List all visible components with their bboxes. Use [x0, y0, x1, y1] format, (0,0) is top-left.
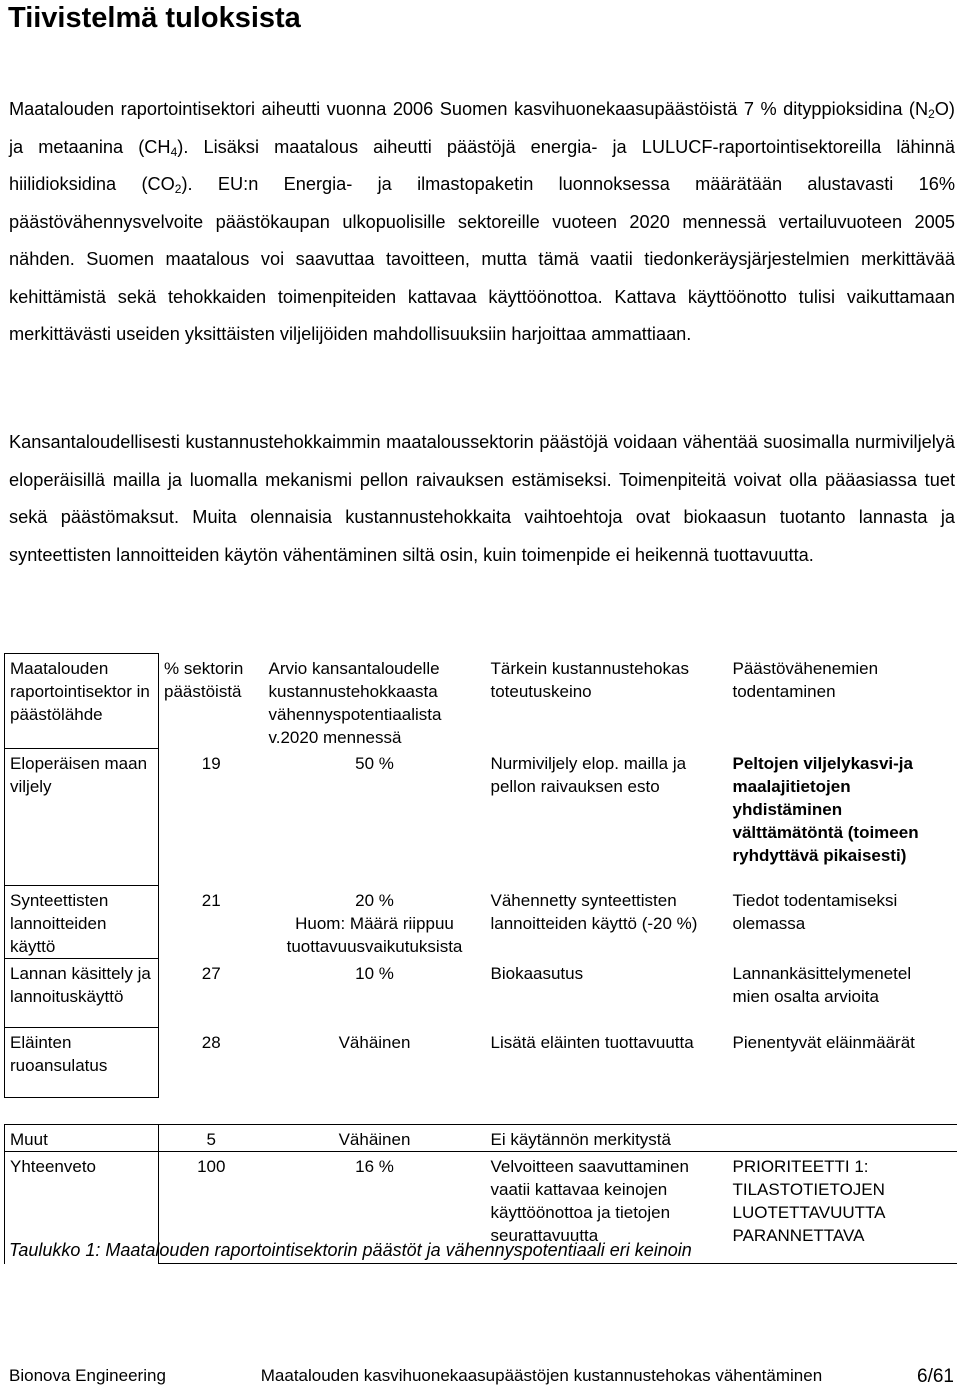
cell-measure: Biokaasutus	[490, 963, 584, 983]
cell-measure: Velvoitteen saavuttaminen vaatii kattavaa keinojen käyttöönottoa ja tietojen seurattavuutta	[486, 1152, 728, 1264]
cell-share: 27	[201, 963, 221, 983]
cell-verification: PRIORITEETTI 1: TILASTOTIETOJEN LUOTETTAVUUTTA PARANNETTAVA	[728, 1152, 957, 1264]
table-row	[5, 749, 957, 886]
cell-potential: 50 %	[355, 753, 394, 773]
cell-potential: Vähäinen	[264, 1125, 486, 1152]
cell-measure: Ei käytännön merkitystä	[486, 1125, 728, 1152]
cell-share: 19	[201, 753, 221, 773]
cell-potential: 20 % Huom: Määrä riippuu tuottavuusvaikutuksista	[286, 890, 463, 956]
cell-verification: Lannankäsittelymenetel mien osalta arvioita	[732, 963, 912, 1006]
table-row	[5, 886, 957, 959]
cell-source: Synteettisten lannoitteiden käyttö	[5, 886, 159, 959]
cell-share: 28	[201, 1032, 221, 1052]
cell-source: Lannan käsittely ja lannoituskäyttö	[5, 959, 159, 1028]
table-caption: Taulukko 1: Maatalouden raportointisektorin päästöt ja vähennyspotentiaali eri keinoin	[9, 1240, 692, 1260]
summary-paragraph-1: Maatalouden raportointisektori aiheutti vuonna 2006 Suomen kasvihuonekaasupäästöistä 7 % dityppioksidina $(N_2O)$ ja metaanina $(CH_4)$. Lisäksi maatalous aiheutti päästöjä energia- ja LULUCF-raportointisektoreilla lähinnä hiilidioksidina $(CO_2)$. EU:n Energia- ja ilmastopaketin luonnoksessa määrätään alustavasti 16% päästövähennysvelvoite päästökaupan ulkopuolisille sektoreille vuoteen 2020 mennessä vertailuvuoteen 2005 nähden. Suomen maatalous voi saavuttaa tavoitteen, mutta tämä vaatii tiedonkeräysjärjestelmien merkittävää kehittämistä sekä tehokkaiden toimenpiteiden kattavaa käyttöönottoa. Kattava käyttöönotto tulisi vaikuttamaan merkittävästi useiden yksittäisten viljelijöiden mahdollisuuksiin harjoittaa ammattiaan.	[9, 99, 955, 344]
table-row-other	[5, 1125, 957, 1152]
cell-share: 5	[159, 1125, 264, 1152]
header-verification: Päästövähenemien todentaminen	[732, 658, 879, 701]
cell-verification: Pienentyvät eläinmäärät	[732, 1032, 915, 1052]
cell-source: Eläinten ruoansulatus	[5, 1028, 159, 1098]
footer-company: Bionova Engineering	[9, 1366, 166, 1385]
table-row	[5, 959, 957, 1028]
summary-paragraph-2: Kansantaloudellisesti kustannustehokkaimmin maataloussektorin päästöjä voidaan vähentää suosimalla nurmiviljelyä eloperäisillä mailla ja luomalla mekanismi pellon raivauksen estämiseksi. Toimenpiteitä voivat olla pääasiassa tuet sekä päästömaksut. Muita olennaisia kustannustehokkaita vaihtoehtoja ovat biokaasun tuotanto lannasta ja synteettisten lannoitteiden käytön vähentäminen siltä osin, kuin toimenpide ei heikennä tuottavuutta.	[9, 432, 955, 565]
cell-potential: 16 %	[264, 1152, 486, 1264]
cell-verification: Tiedot todentamiseksi olemassa	[732, 890, 898, 933]
cell-share: 21	[201, 890, 221, 910]
cell-source: Yhteenveto	[5, 1152, 159, 1264]
cell-potential: 10 %	[355, 963, 394, 983]
cell-verification: Peltojen viljelykasvi-ja maalajitietojen yhdistäminen välttämätöntä (toimeen ryhdyttävä pikaisesti)	[732, 753, 919, 865]
table-row	[5, 1028, 957, 1098]
page-title: Tiivistelmä tuloksista	[8, 2, 301, 34]
cell-verification	[728, 1125, 957, 1152]
table-header-row	[5, 654, 957, 749]
results-table	[4, 653, 957, 1264]
cell-potential: Vähäinen	[338, 1032, 411, 1052]
cell-measure: Lisätä eläinten tuottavuutta	[490, 1032, 694, 1052]
page-number: 6/61	[917, 1366, 954, 1387]
cell-share: 100	[159, 1152, 264, 1264]
header-share: % sektorin päästöistä	[164, 658, 244, 701]
footer-document-title: Maatalouden kasvihuonekaasupäästöjen kustannustehokas vähentäminen	[260, 1366, 823, 1385]
header-source: Maatalouden raportointisektor in päästölähde	[5, 654, 159, 749]
page-footer	[9, 1366, 954, 1388]
cell-measure: Vähennetty synteettisten lannoitteiden käyttö (-20 %)	[490, 890, 698, 933]
cell-measure: Nurmiviljely elop. mailla ja pellon raivauksen esto	[490, 753, 687, 796]
header-measure: Tärkein kustannustehokas toteutuskeino	[490, 658, 689, 701]
cell-source: Eloperäisen maan viljely	[5, 749, 159, 886]
header-potential: Arvio kansantaloudelle kustannustehokkaasta vähennyspotentiaalista v.2020 mennessä	[268, 658, 442, 747]
cell-source: Muut	[5, 1125, 159, 1152]
